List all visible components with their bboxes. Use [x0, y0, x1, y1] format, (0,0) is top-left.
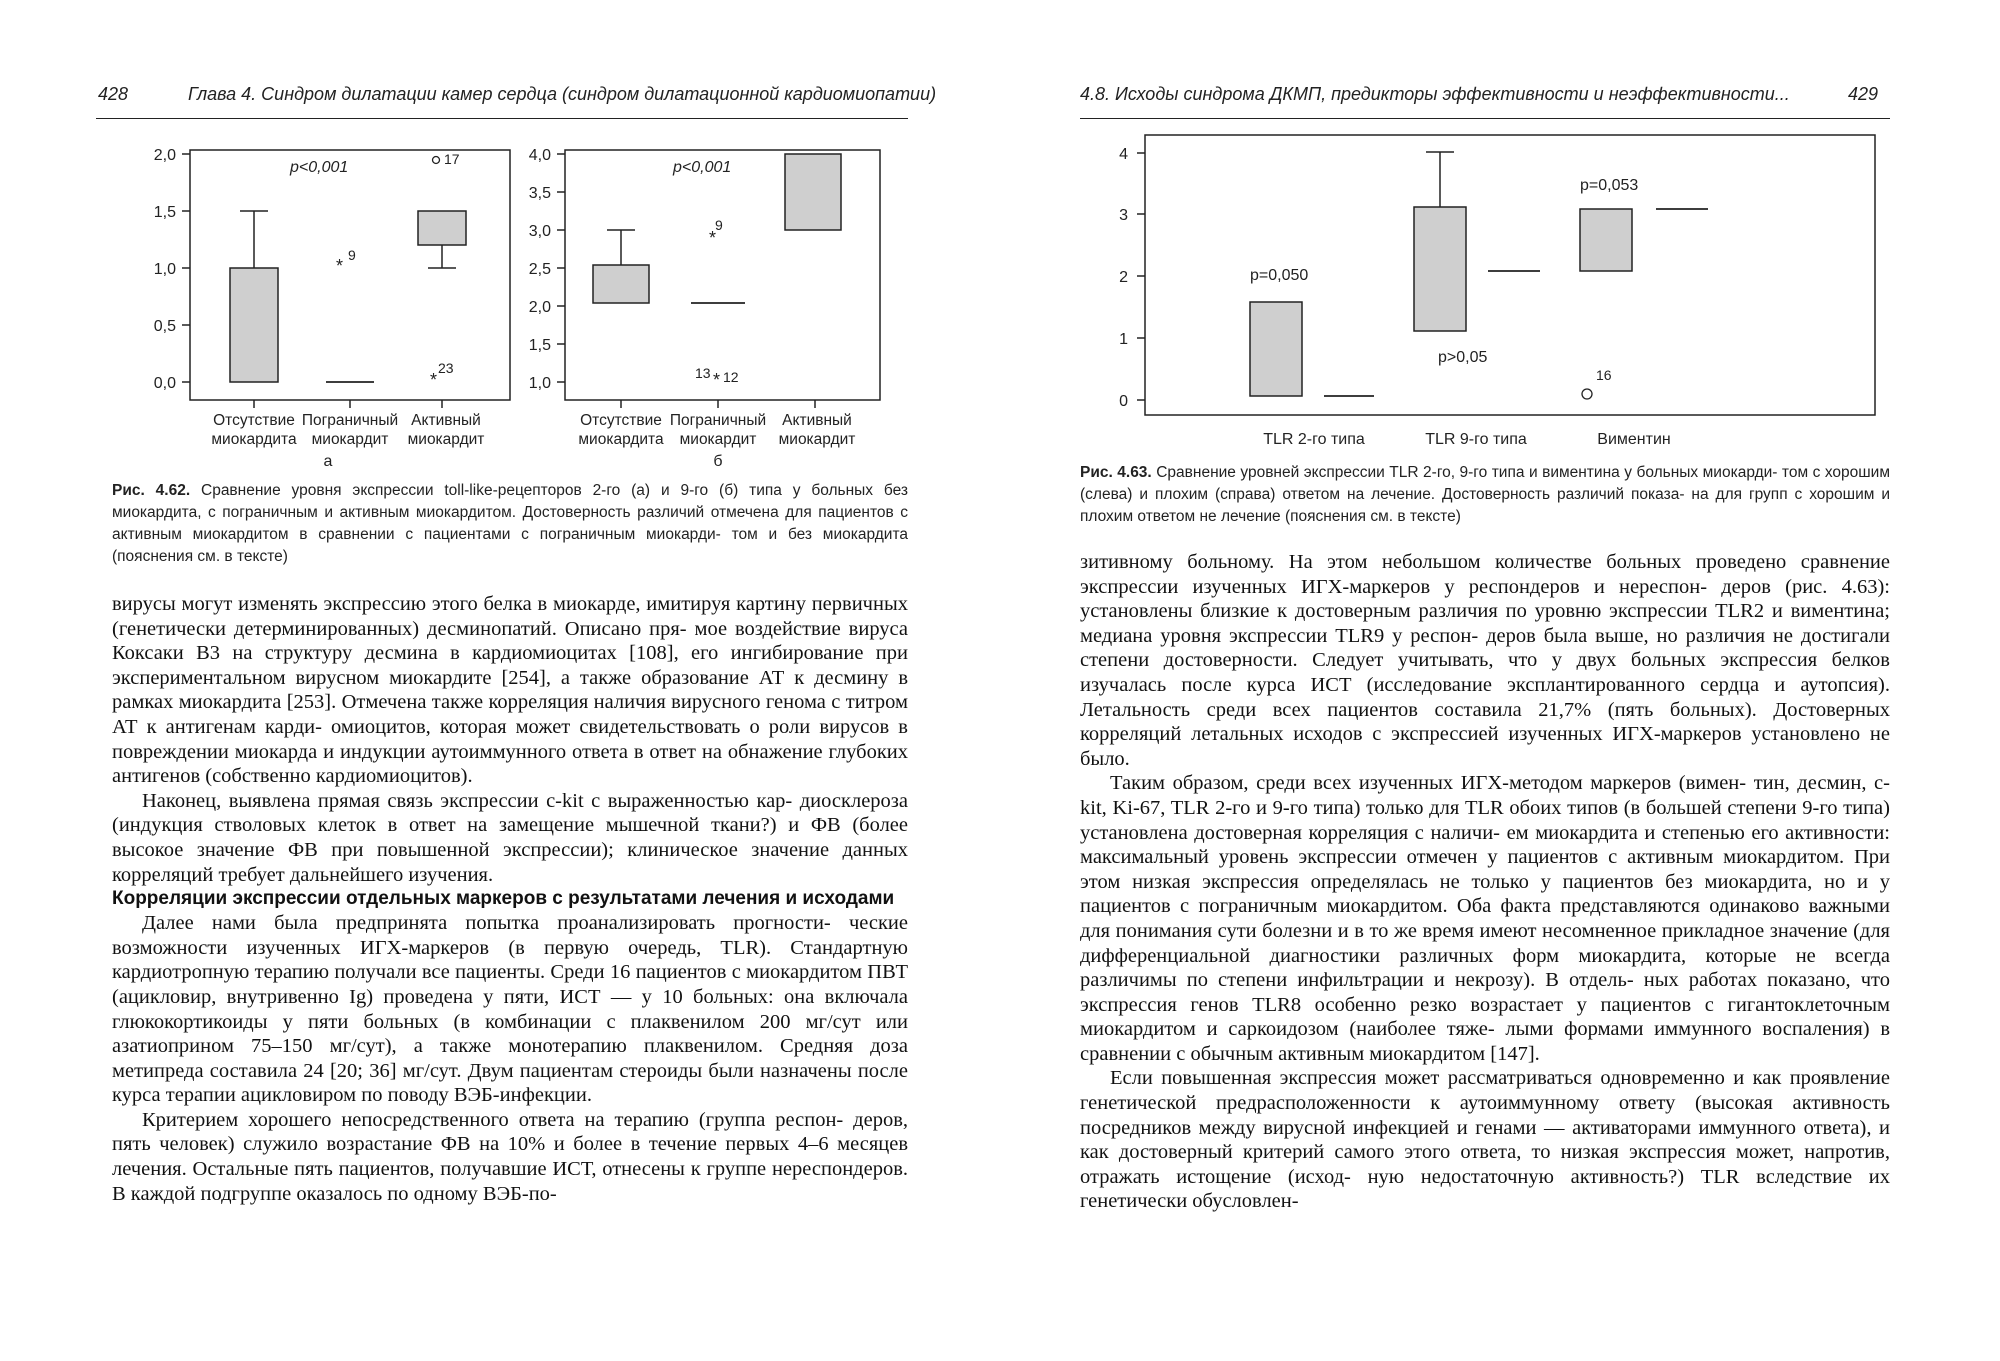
running-head-right: 4.8. Исходы синдрома ДКМП, предикторы эффективности и неэффективности...: [1080, 84, 1790, 104]
outlier-label: 17: [444, 151, 460, 167]
y-tick: 3,5: [528, 185, 551, 202]
figure-4-62-a: [140, 140, 520, 470]
p-label: p=0,050: [1250, 267, 1309, 284]
figure-caption-4-62: [112, 480, 908, 568]
y-tick: 1,5: [528, 337, 551, 354]
box-active: [418, 211, 466, 245]
panel-label: а: [323, 453, 333, 470]
y-tick: 0,5: [153, 318, 176, 335]
page-number-right: 429: [1848, 84, 1879, 104]
x-label: миокардит: [679, 431, 757, 448]
x-label: миокардита: [211, 431, 297, 448]
y-tick: 0: [1119, 393, 1128, 410]
section-heading: Корреляции экспрессии отдельных маркеров с результатами лечения и исходами: [112, 888, 895, 910]
outlier-label: 16: [1596, 367, 1612, 383]
x-label: миокардит: [407, 431, 485, 448]
p-value: p<0,001: [290, 159, 349, 176]
p-label: p>0,05: [1438, 349, 1488, 366]
paragraph: Критерием хорошего непосредственного ответа на терапию (группа респон- деров, пять человек) служило возрастание ФВ на 10% и более в течение первых 4–6 месяцев лечения. Остальные пять пациентов, получавшие ИСТ, отнесены к группе нереспондеров. В каждой подгруппе оказалось по одному ВЭБ-по-: [112, 1108, 908, 1205]
outlier-label: 13: [695, 365, 711, 381]
caption-label: Рис. 4.62.: [112, 482, 191, 499]
x-label: миокардит: [778, 431, 856, 448]
box-absent: [593, 265, 649, 303]
header-rule-left: [96, 118, 908, 119]
outlier-circle: [1582, 389, 1592, 399]
y-tick: 1: [1119, 331, 1128, 348]
y-tick: 2,5: [528, 261, 551, 278]
right-page: [1000, 0, 2000, 1361]
y-tick: 1,5: [153, 204, 176, 221]
figure-4-63: [1100, 130, 1890, 460]
outlier-label: 23: [438, 360, 454, 376]
y-tick: 1,0: [528, 375, 551, 392]
running-head-left: Глава 4. Синдром дилатации камер сердца (синдром дилатационной кардиомиопатии): [188, 84, 937, 104]
x-label: Активный: [782, 412, 852, 429]
paragraph: Таким образом, среди всех изученных ИГХ-методом маркеров (вимен- тин, десмин, c-kit, Ki-67, TLR 2-го и 9-го типа) только для TLR обоих типов (в большей степени 9-го типа) установлена достоверная корреляция с наличи- ем миокардита и степенью его активности: максимальный уровень экспрессии отмечен у пациентов с активным миокардитом. При этом низкая экспрессия определялась не только у пациентов без миокардита, но и у пациентов с пограничным миокардитом. Оба факта представляются одинаково важными для понимания сути болезни и в то же время имеют несомненное прикладное значение (для дифференциальной диагностики различных форм миокардита, которые не всегда различимы по степени инфильтрации и некрозу). В отдель- ных работах показано, что экспрессия генов TLR8 особенно резко возрастает у пациентов с гигантоклеточным миокардитом и саркоидозом (наиболее тяже- лыми формами иммунного воспаления) в сравнении с обычным активным миокардитом [147].: [1080, 772, 1890, 1065]
box-vimentin-good: [1580, 209, 1632, 271]
y-tick: 4,0: [528, 147, 551, 164]
paragraph: зитивному больному. На этом небольшом количестве больных проведено сравнение экспрессии изученных ИГХ-маркеров у респондеров и нереспон- деров (рис. 4.63): установлены близкие к достоверным различия по уровню экспрессии TLR2 и виментина; медиана уровня экспрессии TLR9 у респон- деров была выше, но различия не достигали степени достоверности. Следует учитывать, что у двух больных экспрессия белков изучалась после курса ИСТ (исследование эксплантированного сердца и аутопсия). Летальность среди всех пациентов составила 21,7% (пять больных). Достоверных корреляций летальных исходов с экспрессией изученных ИГХ-маркеров установлено не было.: [1080, 551, 1890, 770]
outlier-label: 12: [723, 369, 739, 385]
caption-label: Рис. 4.63.: [1080, 464, 1152, 481]
box-absent: [230, 268, 278, 382]
panel-label: б: [713, 453, 723, 470]
x-label: Виментин: [1597, 431, 1671, 448]
box-tlr2-good: [1250, 302, 1302, 396]
paragraph: Если повышенная экспрессия может рассматриваться одновременно и как проявление генетической предрасположенности к аутоиммунному ответу (высокая активность посредников между вирусной инфекцией и генами — активаторами иммунного ответа), и как достоверный критерий самого этого ответа, то низкая экспрессия может, напротив, отражать истощение (исход- ную недостаточную активность?) TLR вследствие их генетически обусловлен-: [1080, 1067, 1890, 1213]
x-label: Активный: [411, 412, 481, 429]
paragraph: вирусы могут изменять экспрессию этого белка в миокарде, имитируя картину первичных (генетически детерминированных) десминопатий. Описано пря- мое воздействие вируса Коксаки B3 на структуру десмина в кардиомиоцитах [108], его ингибирование при экспериментальном вирусном миокардите [254], а также образование АТ к десмину в рамках миокардита [253]. Отмечена также корреляция наличия вирусного генома с титром АТ к антигенам карди- омиоцитов, которая может свидетельствовать о роли вирусов в повреждении миокарда и индукции аутоиммунного ответа в ответ на обнажение глубоких антигенов (собственно кардиомиоцитов).: [112, 593, 908, 788]
outlier-star: *: [430, 370, 438, 390]
caption-text: Сравнение уровня экспрессии toll-like-рецепторов 2-го (а) и 9-го (б) типа у больных без миокардита, с пограничным и активным миокардитом. Достоверность различий отмечена для пациентов с активным миокардитом в сравнении с пациентами с пограничным миокарди- том и без миокардита (пояснения см. в тексте): [112, 482, 909, 565]
y-tick: 3: [1119, 207, 1128, 224]
header-rule-right: [1080, 118, 1890, 119]
body-text-right: [1080, 550, 1890, 1214]
x-label: TLR 2-го типа: [1263, 431, 1365, 448]
figure-caption-4-63: [1080, 462, 1890, 528]
caption-text: Сравнение уровней экспрессии TLR 2-го, 9-го типа и виментина у больных миокарди- том с хорошим (слева) и плохим (справа) ответом на лечение. Достоверность различий показа- на для групп с хорошим и плохим ответом не лечение (пояснения см. в тексте): [1080, 464, 1890, 525]
y-tick: 2,0: [528, 299, 551, 316]
y-tick: 3,0: [528, 223, 551, 240]
x-label: TLR 9-го типа: [1425, 431, 1527, 448]
outlier-label: 9: [715, 217, 723, 233]
y-tick: 2: [1119, 269, 1128, 286]
x-label: Пограничный: [669, 412, 767, 429]
x-label: Отсутствие: [580, 412, 662, 429]
outlier-circle: [433, 157, 440, 164]
x-label: Отсутствие: [213, 412, 295, 429]
box-tlr9-good: [1414, 207, 1466, 331]
paragraph: Наконец, выявлена прямая связь экспрессии c-kit с выраженностью кар- диосклероза (индукция стволовых клеток в ответ на замещение мышечной ткани?) и ФВ (более высокое значение ФВ при повышенной экспрессии); клиническое значение данных корреляций требует дальнейшего изучения.: [112, 789, 908, 886]
outlier-label: 9: [348, 247, 356, 263]
x-label: миокардит: [311, 431, 389, 448]
outlier-star: *: [713, 370, 721, 390]
page-number-left: 428: [98, 84, 129, 104]
paragraph: Далее нами была предпринята попытка проанализировать прогности- ческие возможности изученных ИГХ-маркеров (в первую очередь, TLR). Стандартную кардиотропную терапию получали все пациенты. Среди 16 пациентов с миокардитом ПВТ (ацикловир, внутривенно Ig) проведена у пяти, ИСТ — у 10 больных: она включала глюкокортикоиды у пяти больных (в комбинации с плаквенилом 200 мг/сут или азатиоприном 75–150 мг/сут), а также монотерапию плаквенилом. Средняя доза метипреда составила 24 [20; 36] мг/сут. Двум пациентам стероиды были назначены после курса терапии ацикловиром по поводу ВЭБ-инфекции.: [112, 912, 908, 1107]
p-value: p<0,001: [673, 159, 732, 176]
x-label: миокардита: [578, 431, 664, 448]
y-tick: 4: [1119, 146, 1128, 163]
outlier-star: *: [709, 228, 717, 248]
figure-4-62-b: [515, 140, 910, 470]
y-tick: 0,0: [153, 375, 176, 392]
p-label: p=0,053: [1580, 177, 1639, 194]
x-label: Пограничный: [301, 412, 399, 429]
outlier-star: *: [336, 256, 344, 276]
body-text-left: [112, 592, 908, 1206]
box-active: [785, 154, 841, 230]
y-tick: 1,0: [153, 261, 176, 278]
y-tick: 2,0: [153, 147, 176, 164]
